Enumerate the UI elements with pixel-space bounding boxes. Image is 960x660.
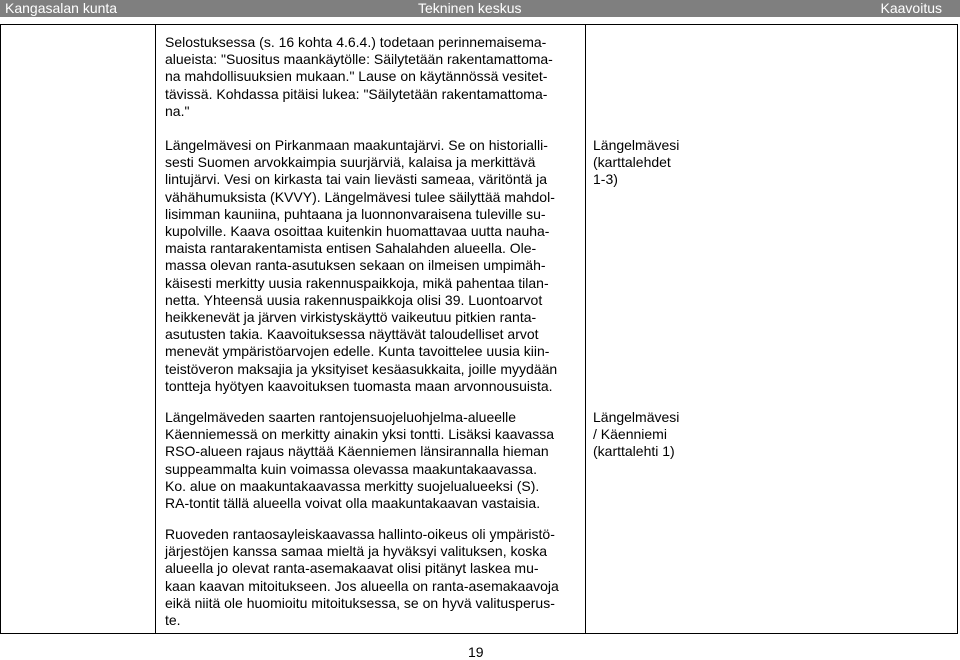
table-row-3-reference: Längelmävesi / Käenniemi (karttalehti 1)	[593, 409, 680, 460]
table-border-col2	[585, 24, 586, 634]
table-border-right	[957, 24, 958, 634]
page-number: 19	[468, 644, 484, 660]
table-row-3-text: Längelmäveden saarten rantojensuojeluohjelma-alueelle Käenniemessä on merkitty ainakin yksi tontti. Lisäksi kaavassa RSO-alueen rajaus näyttää Käenniemen länsirannalla hieman suppeammalta kuin voimassa olevassa maakuntakaavassa. Ko. alue on maakuntakaavassa merkitty suojelualueeksi (S). RA-tontit tällä alueella voivat olla maakuntakaavan vastaisia.	[165, 409, 555, 512]
table-row-2-text: Längelmävesi on Pirkanmaan maakuntajärvi. Se on historialli- sesti Suomen arvokkaimpia suurjärviä, kalaisa ja merkittävä lintujärvi. Vesi on kirkasta tai vain lievästi sameaa, väritöntä ja vähähumuksista (KVVY). Längelmävesi tulee säilyttää mahdol- lisimman kauniina, puhtaana ja luonnonvaraisena tuleville su- kupolville. Kaava osoittaa kuitenkin huomattavaa uutta nauha- maista rantarakentamista entisen Sahalahden alueella. Ole- massa olevan ranta-asutuksen sekaan on ilmeisen umpimäh- käisesti merkitty uusia rakennuspaikkoja, mikä pahentaa tilan- netta. Yhteensä uusia rakennuspaikkoja olisi 39. Luontoarvot heikkenevät ja järven virkistyskäyttö vaikeutuu pitkien ranta- asutusten takia. Kaavoituksessa näyttävät taloudelliset arvot menevät ympäristöarvojen edelle. Kunta tavoittelee uusia kiin- teistöveron maksajia ja yksityiset kesäasukkaita, joille myydään tontteja hyötyen kaavoituksen tuomasta maan arvonnousuista.	[165, 137, 558, 394]
table-row-1-text: Selostuksessa (s. 16 kohta 4.6.4.) todetaan perinnemaisema- alueista: "Suositus maankäytölle: Säilytetään rakentamattoma- na mahdollisuuksien mukaan." Lause on käytännössä vesitet- tävissä. Kohdassa pitäisi lukea: "Säilytetään rakentamattoma- na."	[165, 34, 553, 119]
table-border-top	[0, 24, 958, 25]
document-header	[0, 0, 960, 17]
header-organization: Kangasalan kunta	[5, 0, 118, 16]
table-border-bottom	[0, 633, 958, 634]
table-row-2-reference: Längelmävesi (karttalehdet 1-3)	[593, 137, 680, 188]
table-row-4-text: Ruoveden rantaosayleiskaavassa hallinto-oikeus oli ympäristö- järjestöjen kanssa samaa mieltä ja hyväksyi valituksen, koska alueella jo olevat ranta-asemakaavat olisi pitänyt laskea mu- kaan kaavan mitoitukseen. Jos alueella on ranta-asemakaavoja eikä niitä ole huomioitu mitoituksessa, se on hyvä valitusperus- te.	[165, 526, 559, 629]
header-department: Tekninen keskus	[418, 0, 522, 16]
table-border-left	[0, 24, 1, 634]
table-border-col1	[155, 24, 156, 634]
comment-table	[0, 24, 958, 634]
header-section: Kaavoitus	[880, 0, 942, 16]
